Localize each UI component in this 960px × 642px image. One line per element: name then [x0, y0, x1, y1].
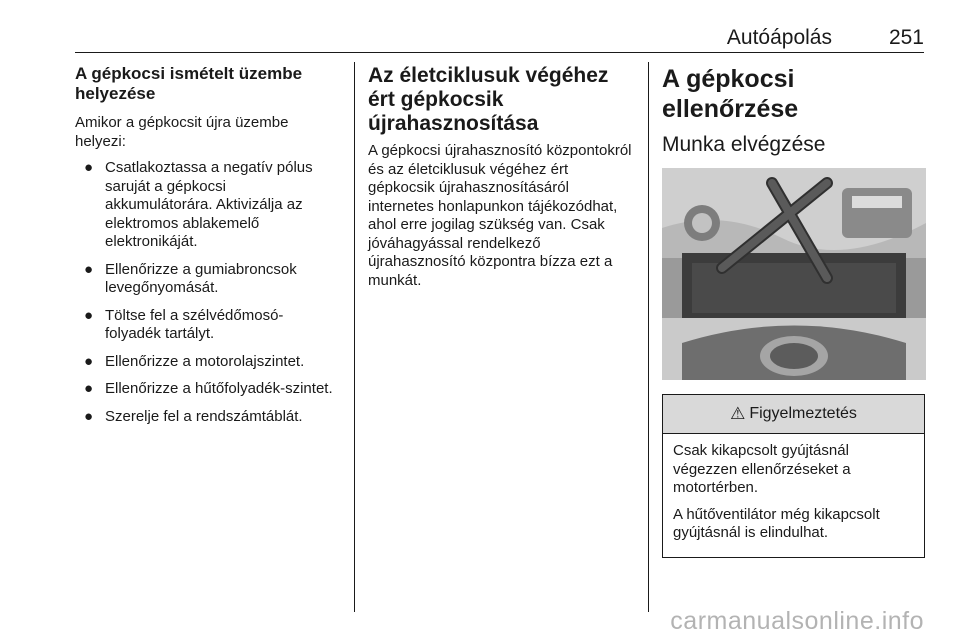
- list-item: ● Szerelje fel a rendszámtáblát.: [84, 407, 303, 425]
- warning-box: [662, 394, 925, 558]
- bullet-icon: ●: [84, 380, 94, 397]
- list-item: ● Ellenőrizze a motorolajszintet.: [84, 352, 305, 370]
- list-item: ● Ellenőrizze a gumiabroncsok levegőnyomását.: [84, 260, 297, 296]
- list-item: ● Töltse fel a szélvédőmosó-folyadék tartályt.: [84, 306, 284, 342]
- bullet-icon: ●: [84, 260, 94, 278]
- column-recommissioning: [75, 62, 337, 435]
- warning-text: Csak kikapcsolt gyújtásnál végezzen ellenőrzéseket a motortérben.: [673, 442, 851, 496]
- warning-header: [663, 395, 924, 434]
- recycling-body: A gépkocsi újrahasznosító központokról és az életciklusuk végéhez ért gépkocsik újrahasznosításáról internetes honlapunkon tájékozódhat, ahol erre jogilag szükség van. Csak jóváhagyással rendelkező újrahasznosító központra bízza ezt a munkát.: [368, 142, 632, 289]
- page-header: [75, 22, 924, 53]
- column-divider: [648, 62, 649, 612]
- list-item: ● Csatlakoztassa a negatív pólus saruját a gépkocsi akkumulátorára. Aktivizálja az elektromos ablakemelő elektronikáját.: [84, 159, 313, 250]
- recommission-heading: A gépkocsi ismételt üzembe helyezése: [75, 64, 303, 103]
- recycling-heading: Az életciklusuk végéhez ért gépkocsik újrahasznosítása: [368, 64, 609, 135]
- column-recycling: [368, 62, 636, 298]
- list-item: ● Ellenőrizze a hűtőfolyadék-szintet.: [84, 380, 333, 397]
- recommission-intro: Amikor a gépkocsit újra üzembe helyezi:: [75, 114, 289, 150]
- section-title: Autóápolás: [726, 26, 832, 49]
- work-subheading: Munka elvégzése: [662, 133, 826, 156]
- bullet-icon: ●: [84, 352, 94, 370]
- recommission-list: [75, 159, 337, 426]
- vehicle-check-heading: A gépkocsi ellenőrzése: [662, 65, 799, 123]
- engine-bay-photo: [662, 168, 926, 380]
- page-number: 251: [888, 26, 924, 49]
- bullet-icon: ●: [84, 306, 94, 324]
- bullet-icon: ●: [84, 407, 94, 425]
- column-vehicle-check: [662, 62, 926, 558]
- watermark: carmanualsonline.info: [670, 607, 924, 635]
- warning-body: [663, 434, 924, 557]
- warning-text: A hűtőventilátor még kikapcsolt gyújtásnál is elindulhat.: [673, 505, 880, 541]
- warning-title: Figyelmeztetés: [749, 405, 857, 422]
- bullet-icon: ●: [84, 159, 94, 176]
- column-divider: [354, 62, 355, 612]
- warning-triangle-icon: ⚠: [730, 404, 746, 423]
